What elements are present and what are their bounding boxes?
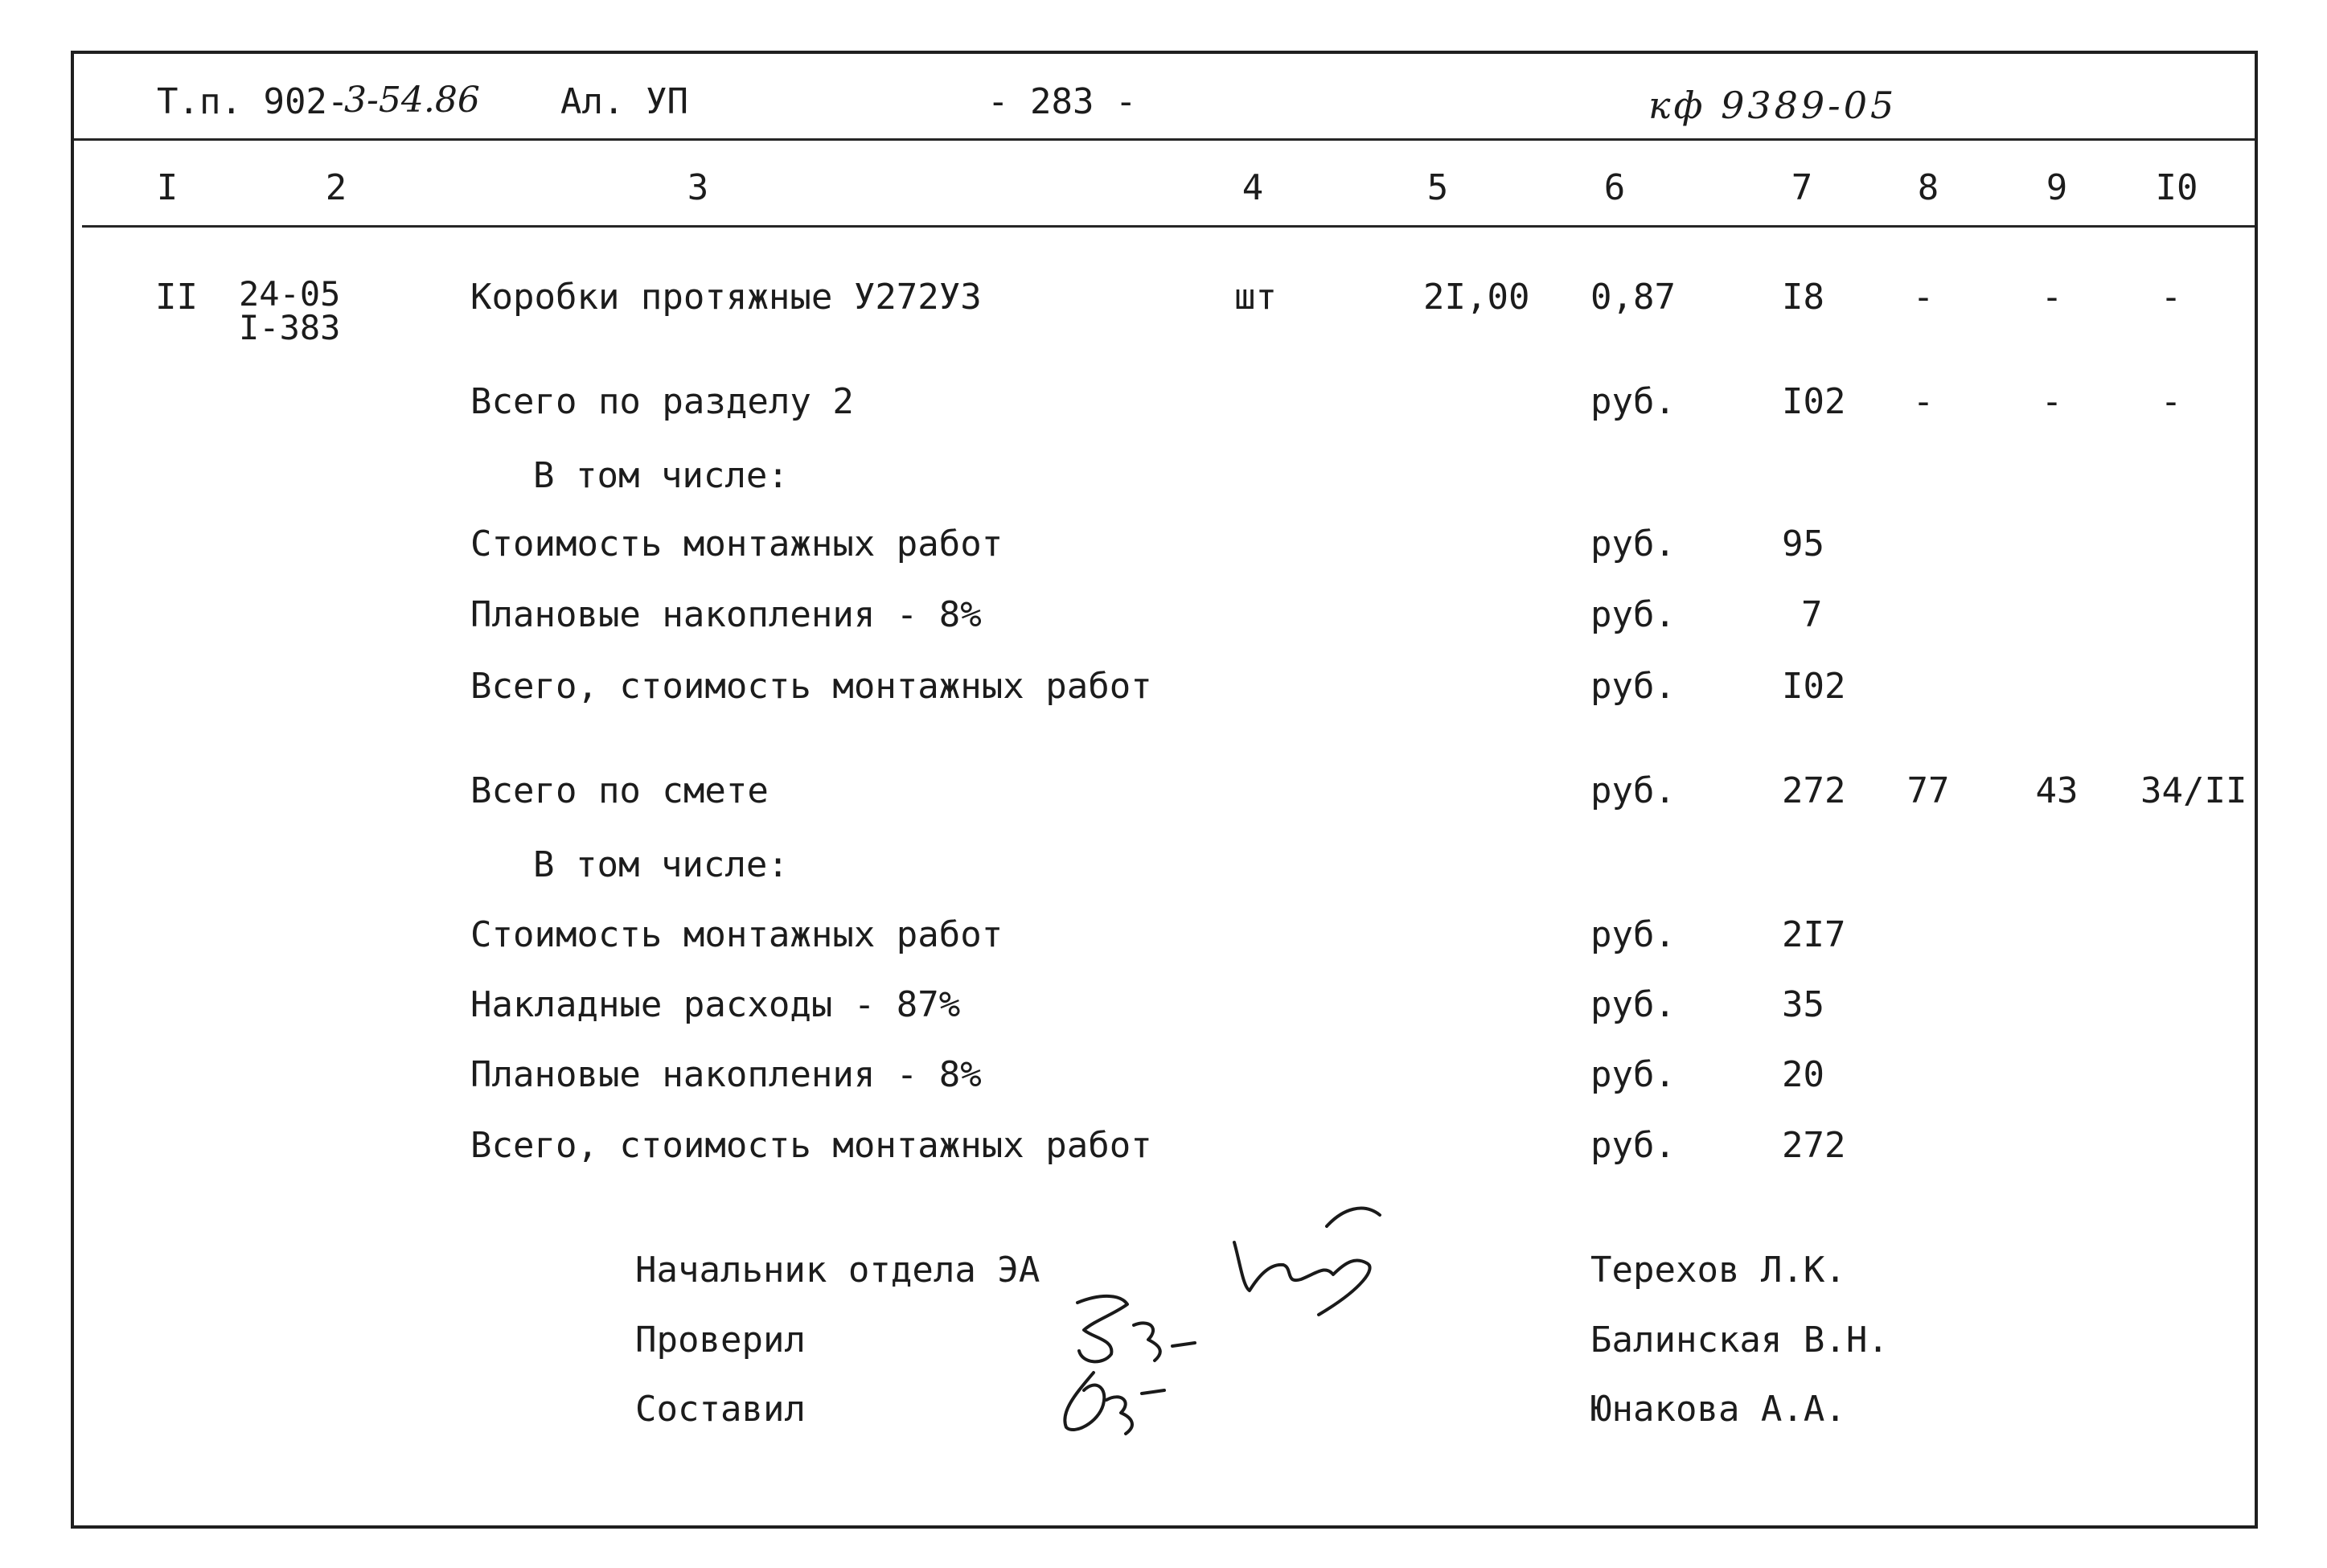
list-item-unit: руб. [1590,914,1676,955]
column-number-4: 4 [1241,167,1264,208]
section-total-col8: - [1912,381,1935,422]
item-price: 0,87 [1590,277,1676,318]
estimate-total-unit: руб. [1590,770,1676,811]
list-item-label: Стоимость монтажных работ [470,914,1003,955]
list-item-label: Плановые накопления - 8% [470,1054,982,1095]
list-item-label: Накладные расходы - 87% [470,984,961,1025]
column-number-1: I [156,167,179,208]
estimate-including-label: В том числе: [533,844,789,885]
list-item-value: I02 [1782,666,1846,707]
list-item-label: Всего, стоимость монтажных работ [470,666,1152,707]
item-code-line1: 24-05 [239,274,341,314]
column-number-2: 2 [325,167,347,208]
estimate-total-col8: 77 [1906,770,1950,811]
handwritten-signature-compiler [1037,1355,1214,1443]
column-number-6: 6 [1603,167,1626,208]
item-name: Коробки протяжные У272У3 [470,277,982,318]
section-total-label: Всего по разделу 2 [470,381,854,422]
section-total-col9: - [2041,381,2063,422]
header-divider [74,138,2255,141]
section-total-col10: - [2160,381,2182,422]
item-number: II [155,277,198,318]
item-unit: шт [1234,277,1277,318]
item-total: I8 [1782,277,1824,318]
handwritten-signature-head [1222,1194,1415,1323]
signature-name: Терехов Л.К. [1590,1250,1846,1291]
column-number-8: 8 [1917,167,1939,208]
list-item-unit: руб. [1590,594,1676,635]
column-number-7: 7 [1791,167,1813,208]
list-item-unit: руб. [1590,984,1676,1025]
column-number-10: I0 [2155,167,2198,208]
page-number: - 283 - [987,81,1137,122]
list-item-unit: руб. [1590,523,1676,564]
item-code-line2: I-383 [239,308,341,347]
doc-code-handwritten: кф 9389-05 [1648,84,1898,127]
list-item-value: 2I7 [1782,914,1846,955]
estimate-total-value: 272 [1782,770,1846,811]
column-number-9: 9 [2046,167,2068,208]
estimate-total-label: Всего по смете [470,770,769,811]
list-item-unit: руб. [1590,1054,1676,1095]
list-item-value: 20 [1782,1054,1824,1095]
section-total-unit: руб. [1590,381,1676,422]
project-prefix: Т.п. 902- [157,81,349,122]
list-item-value: 272 [1782,1125,1846,1166]
project-number-handwritten: 3-54.86 [344,80,480,121]
list-item-unit: руб. [1590,666,1676,707]
column-header-divider [82,225,2255,228]
estimate-total-col9: 43 [2035,770,2079,811]
list-item-value: 7 [1801,594,1823,635]
list-item-value: 95 [1782,523,1824,564]
list-item-unit: руб. [1590,1125,1676,1166]
list-item-label: Плановые накопления - 8% [470,594,982,635]
list-item-label: Всего, стоимость монтажных работ [470,1125,1152,1166]
signature-role: Составил [635,1389,806,1430]
item-col9: - [2041,277,2063,318]
signature-role: Проверил [635,1320,806,1361]
signature-name: Балинская В.Н. [1590,1320,1889,1361]
item-quantity: 2I,00 [1423,277,1530,318]
album-label: Ал. УП [560,81,688,122]
item-col10: - [2160,277,2182,318]
estimate-total-col10: 34/II [2140,770,2247,811]
section-including-label: В том числе: [533,455,789,496]
column-number-5: 5 [1426,167,1449,208]
list-item-label: Стоимость монтажных работ [470,523,1003,564]
list-item-value: 35 [1782,984,1824,1025]
item-col8: - [1912,277,1935,318]
signature-role: Начальник отдела ЭА [635,1250,1040,1291]
column-number-3: 3 [687,167,709,208]
signature-name: Юнакова А.А. [1590,1389,1846,1430]
section-total-value: I02 [1782,381,1846,422]
